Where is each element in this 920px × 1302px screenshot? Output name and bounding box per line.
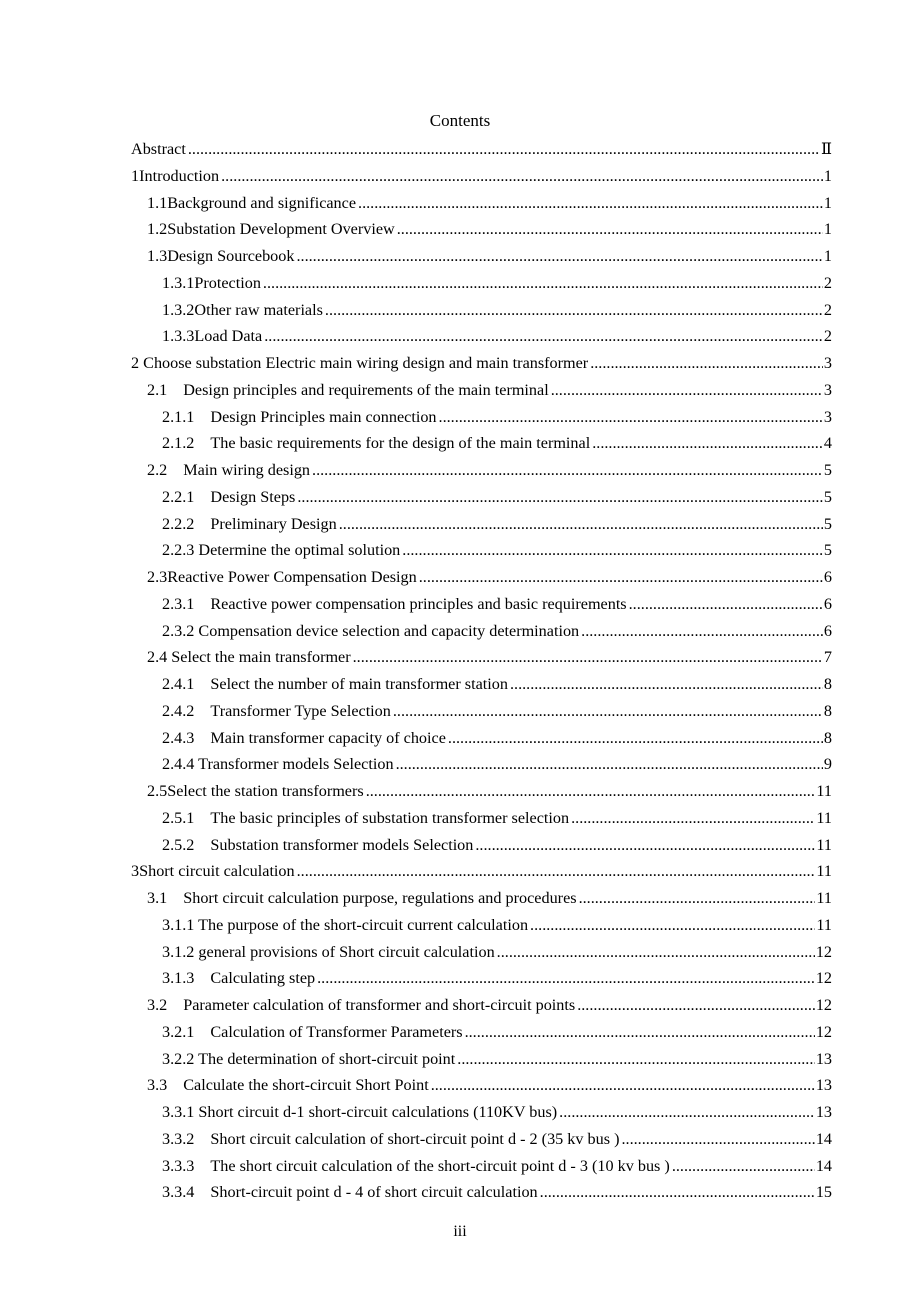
toc-entry[interactable]	[131, 1179, 832, 1206]
dot-leader	[295, 484, 823, 510]
toc-entry-number: 3.2	[147, 996, 168, 1014]
toc-entry[interactable]	[131, 297, 832, 324]
dot-leader	[262, 323, 823, 349]
toc-entry-title: 2.4.4 Transformer models Selection	[162, 755, 394, 774]
toc-entry-page: 3	[823, 407, 832, 426]
dot-leader	[619, 1126, 814, 1152]
dot-leader	[400, 537, 823, 563]
toc-entry[interactable]	[131, 725, 832, 752]
toc-entry[interactable]	[131, 644, 832, 671]
dot-leader	[508, 671, 823, 697]
toc-entry-number: 3.3.2	[162, 1129, 195, 1148]
dot-leader	[538, 1179, 815, 1205]
toc-entry-number: 2.1.1	[162, 407, 195, 426]
toc-entry-page: 11	[816, 808, 832, 827]
dot-leader	[495, 939, 815, 965]
toc-entry-number: 2.4.1	[162, 675, 195, 693]
toc-entry[interactable]	[131, 136, 832, 163]
toc-entry-page: 12	[815, 969, 832, 988]
toc-entry[interactable]	[131, 377, 832, 404]
toc-entry-page: 2	[823, 327, 832, 346]
toc-entry-page: 11	[816, 862, 832, 881]
toc-entry-page: 11	[816, 915, 832, 934]
dot-leader	[295, 858, 816, 884]
toc-entry-title: 1.3.1Protection	[162, 273, 261, 292]
toc-entry-number: 2.5.2	[162, 835, 195, 854]
toc-entry[interactable]	[131, 350, 832, 377]
dot-leader	[590, 430, 823, 456]
dot-leader	[429, 1072, 815, 1098]
dot-leader	[395, 216, 823, 242]
toc-entry-number: 2.5.1	[162, 808, 195, 827]
dot-leader	[356, 190, 823, 216]
toc-entry-title: Short circuit calculation of short-circuit point d - 2 (35 kv bus )	[210, 1129, 620, 1148]
toc-entry-page: 5	[823, 461, 832, 479]
toc-entry[interactable]	[131, 805, 832, 832]
toc-entry-title: Design principles and requirements of the main terminal	[183, 380, 549, 399]
toc-entry[interactable]	[131, 163, 832, 190]
toc-entry[interactable]	[131, 591, 832, 618]
toc-entry-number: 2.1	[147, 380, 168, 399]
toc-entry-title: Transformer Type Selection	[210, 701, 391, 720]
toc-entry-page: 13	[815, 1076, 832, 1095]
toc-entry[interactable]	[131, 323, 832, 350]
dot-leader	[186, 136, 820, 162]
toc-entry-page: Ⅱ	[820, 140, 832, 158]
dot-leader	[337, 511, 823, 537]
toc-entry-title: Substation transformer models Selection	[210, 835, 474, 854]
toc-entry-title: Short circuit calculation purpose, regulations and procedures	[183, 889, 577, 907]
toc-entry-title: 3.3.1 Short circuit d-1 short-circuit calculations (110KV bus)	[162, 1103, 558, 1121]
dot-leader	[557, 1099, 815, 1125]
toc-entry-number: 2.4.2	[162, 701, 195, 720]
toc-entry[interactable]	[131, 484, 832, 511]
toc-entry-number: 2.2.1	[162, 487, 195, 506]
toc-entry-page: 1	[823, 193, 832, 212]
toc-entry-number: 2.2	[147, 461, 168, 479]
toc-entry-title: Calculating step	[210, 969, 316, 988]
toc-entry-title: 1.1Background and significance	[147, 193, 357, 212]
dot-leader	[437, 404, 823, 430]
toc-entry-page: 8	[823, 728, 832, 747]
toc-entry-page: 1	[823, 220, 832, 239]
toc-entry[interactable]	[131, 216, 832, 243]
toc-entry-page: 11	[816, 835, 832, 854]
toc-entry-title: Calculation of Transformer Parameters	[210, 1022, 463, 1041]
dot-leader	[394, 751, 823, 777]
toc-entry-title: Calculate the short-circuit Short Point	[183, 1076, 429, 1095]
toc-entry-page: 2	[823, 300, 832, 319]
dot-leader	[670, 1153, 815, 1179]
toc-entry-title: Main wiring design	[183, 461, 311, 479]
toc-entry-title: 1.3.3Load Data	[162, 327, 263, 346]
toc-entry-title: Abstract	[131, 140, 186, 158]
dot-leader	[549, 377, 823, 403]
toc-entry-page: 3	[823, 354, 832, 372]
toc-entry-page: 11	[816, 782, 832, 800]
toc-entry[interactable]	[131, 1099, 832, 1126]
toc-entry-page: 1	[823, 166, 832, 185]
toc-entry[interactable]	[131, 537, 832, 564]
toc-entry-title: 1Introduction	[131, 166, 220, 185]
dot-leader	[315, 965, 815, 991]
toc-entry-page: 8	[823, 701, 832, 720]
toc-entry-page: 8	[823, 675, 832, 693]
toc-entry[interactable]	[131, 1046, 832, 1073]
toc-entry[interactable]	[131, 1019, 832, 1046]
toc-entry[interactable]	[131, 1126, 832, 1153]
toc-entry[interactable]	[131, 698, 832, 725]
toc-entry-page: 6	[823, 621, 832, 640]
toc-entry-title: Design Principles main connection	[210, 407, 437, 426]
toc-entry[interactable]	[131, 457, 832, 484]
toc-entry-number: 3.2.1	[162, 1022, 195, 1041]
dot-leader	[364, 778, 816, 804]
toc-entry-number: 3.1.3	[162, 969, 195, 988]
toc-entry[interactable]	[131, 618, 832, 645]
toc-entry-title: 2 Choose substation Electric main wiring design and main transformer	[131, 354, 589, 372]
toc-entry-page: 1	[823, 247, 832, 265]
dot-leader	[391, 698, 823, 724]
toc-entry[interactable]	[131, 751, 832, 778]
toc-entry-title: The basic principles of substation transformer selection	[210, 808, 570, 827]
toc-entry[interactable]	[131, 671, 832, 698]
toc-entry-title: Design Steps	[210, 487, 296, 506]
toc-entry[interactable]	[131, 430, 832, 457]
toc-entry-title: 2.2.3 Determine the optimal solution	[162, 541, 401, 560]
toc-entry[interactable]	[131, 190, 832, 217]
toc-entry-title: The basic requirements for the design of the main terminal	[210, 434, 591, 453]
toc-entry-title: Select the number of main transformer station	[210, 675, 508, 693]
toc-entry-page: 7	[823, 648, 832, 667]
dot-leader	[294, 243, 822, 269]
dot-leader	[577, 885, 816, 911]
dot-leader	[351, 644, 823, 670]
toc-entry-title: 2.3Reactive Power Compensation Design	[147, 568, 417, 586]
dot-leader	[417, 564, 823, 590]
dot-leader	[310, 457, 823, 483]
toc-entry[interactable]	[131, 885, 832, 912]
toc-entry-title: 2.5Select the station transformers	[147, 782, 364, 800]
toc-entry-title: Short-circuit point d - 4 of short circuit calculation	[210, 1183, 538, 1202]
toc-entry[interactable]	[131, 912, 832, 939]
toc-entry-number: 3.1	[147, 889, 168, 907]
toc-entry-number: 2.3.1	[162, 594, 195, 613]
dot-leader	[627, 591, 823, 617]
toc-entry-number: 3.3	[147, 1076, 168, 1095]
toc-entry[interactable]	[131, 1153, 832, 1180]
toc-entry[interactable]	[131, 858, 832, 885]
dot-leader	[219, 163, 823, 189]
toc-entry-page: 14	[815, 1129, 832, 1148]
toc-entry[interactable]	[131, 511, 832, 538]
toc-entry[interactable]	[131, 992, 832, 1019]
toc-entry-page: 6	[823, 568, 832, 586]
toc-entry-page: 12	[815, 942, 832, 961]
toc-entry[interactable]	[131, 243, 832, 270]
toc-entry-page: 11	[816, 889, 832, 907]
toc-entry-title: Main transformer capacity of choice	[210, 728, 446, 747]
toc-entry-title: 3.2.2 The determination of short-circuit point	[162, 1049, 456, 1068]
toc-entry-page: 5	[823, 541, 832, 560]
toc-entry-page: 2	[823, 273, 832, 292]
toc-entry-title: The short circuit calculation of the short-circuit point d - 3 (10 kv bus )	[210, 1156, 670, 1175]
page-number-footer: iii	[453, 1223, 467, 1240]
toc-entry-page: 3	[823, 380, 832, 399]
toc-entry-number: 2.2.2	[162, 514, 195, 533]
toc-entry-number: 3.3.3	[162, 1156, 195, 1175]
dot-leader	[569, 805, 815, 831]
toc-entry-page: 9	[823, 755, 832, 774]
dot-leader	[261, 270, 823, 296]
toc-entry-title: 3.1.2 general provisions of Short circuit calculation	[162, 942, 495, 961]
dot-leader	[446, 725, 823, 751]
toc-title: Contents	[429, 111, 491, 130]
toc-entry-page: 5	[823, 487, 832, 506]
toc-entry-page: 12	[815, 996, 832, 1014]
table-of-contents	[131, 136, 832, 1206]
toc-entry-page: 13	[815, 1049, 832, 1068]
toc-entry-number: 2.1.2	[162, 434, 195, 453]
toc-entry[interactable]	[131, 832, 832, 859]
toc-entry-page: 12	[815, 1022, 832, 1041]
toc-entry-title: 1.3.2Other raw materials	[162, 300, 323, 319]
toc-entry-title: 2.4 Select the main transformer	[147, 648, 351, 667]
toc-entry-page: 13	[815, 1103, 832, 1121]
toc-entry-title: 3Short circuit calculation	[131, 862, 295, 881]
toc-entry-title: Preliminary Design	[210, 514, 337, 533]
toc-entry-number: 3.3.4	[162, 1183, 195, 1202]
dot-leader	[575, 992, 815, 1018]
dot-leader	[463, 1019, 815, 1045]
toc-entry[interactable]	[131, 965, 832, 992]
dot-leader	[455, 1046, 815, 1072]
toc-entry-page: 6	[823, 594, 832, 613]
toc-entry[interactable]	[131, 778, 832, 805]
dot-leader	[588, 350, 823, 376]
toc-entry-title: 1.3Design Sourcebook	[147, 247, 295, 265]
dot-leader	[579, 618, 823, 644]
dot-leader	[528, 912, 815, 938]
toc-entry-page: 4	[823, 434, 832, 453]
toc-entry[interactable]	[131, 1072, 832, 1099]
toc-entry[interactable]	[131, 564, 832, 591]
toc-entry-title: 2.3.2 Compensation device selection and capacity determination	[162, 621, 580, 640]
toc-entry-title: 3.1.1 The purpose of the short-circuit current calculation	[162, 915, 529, 934]
toc-entry-number: 2.4.3	[162, 728, 195, 747]
toc-entry-title: Parameter calculation of transformer and short-circuit points	[183, 996, 576, 1014]
toc-entry-page: 14	[815, 1156, 832, 1175]
toc-entry-page: 5	[823, 514, 832, 533]
toc-entry-title: 1.2Substation Development Overview	[147, 220, 395, 239]
toc-entry[interactable]	[131, 939, 832, 966]
dot-leader	[473, 832, 815, 858]
toc-entry[interactable]	[131, 404, 832, 431]
toc-entry[interactable]	[131, 270, 832, 297]
toc-entry-title: Reactive power compensation principles and basic requirements	[210, 594, 627, 613]
dot-leader	[323, 297, 823, 323]
toc-entry-page: 15	[815, 1183, 832, 1202]
